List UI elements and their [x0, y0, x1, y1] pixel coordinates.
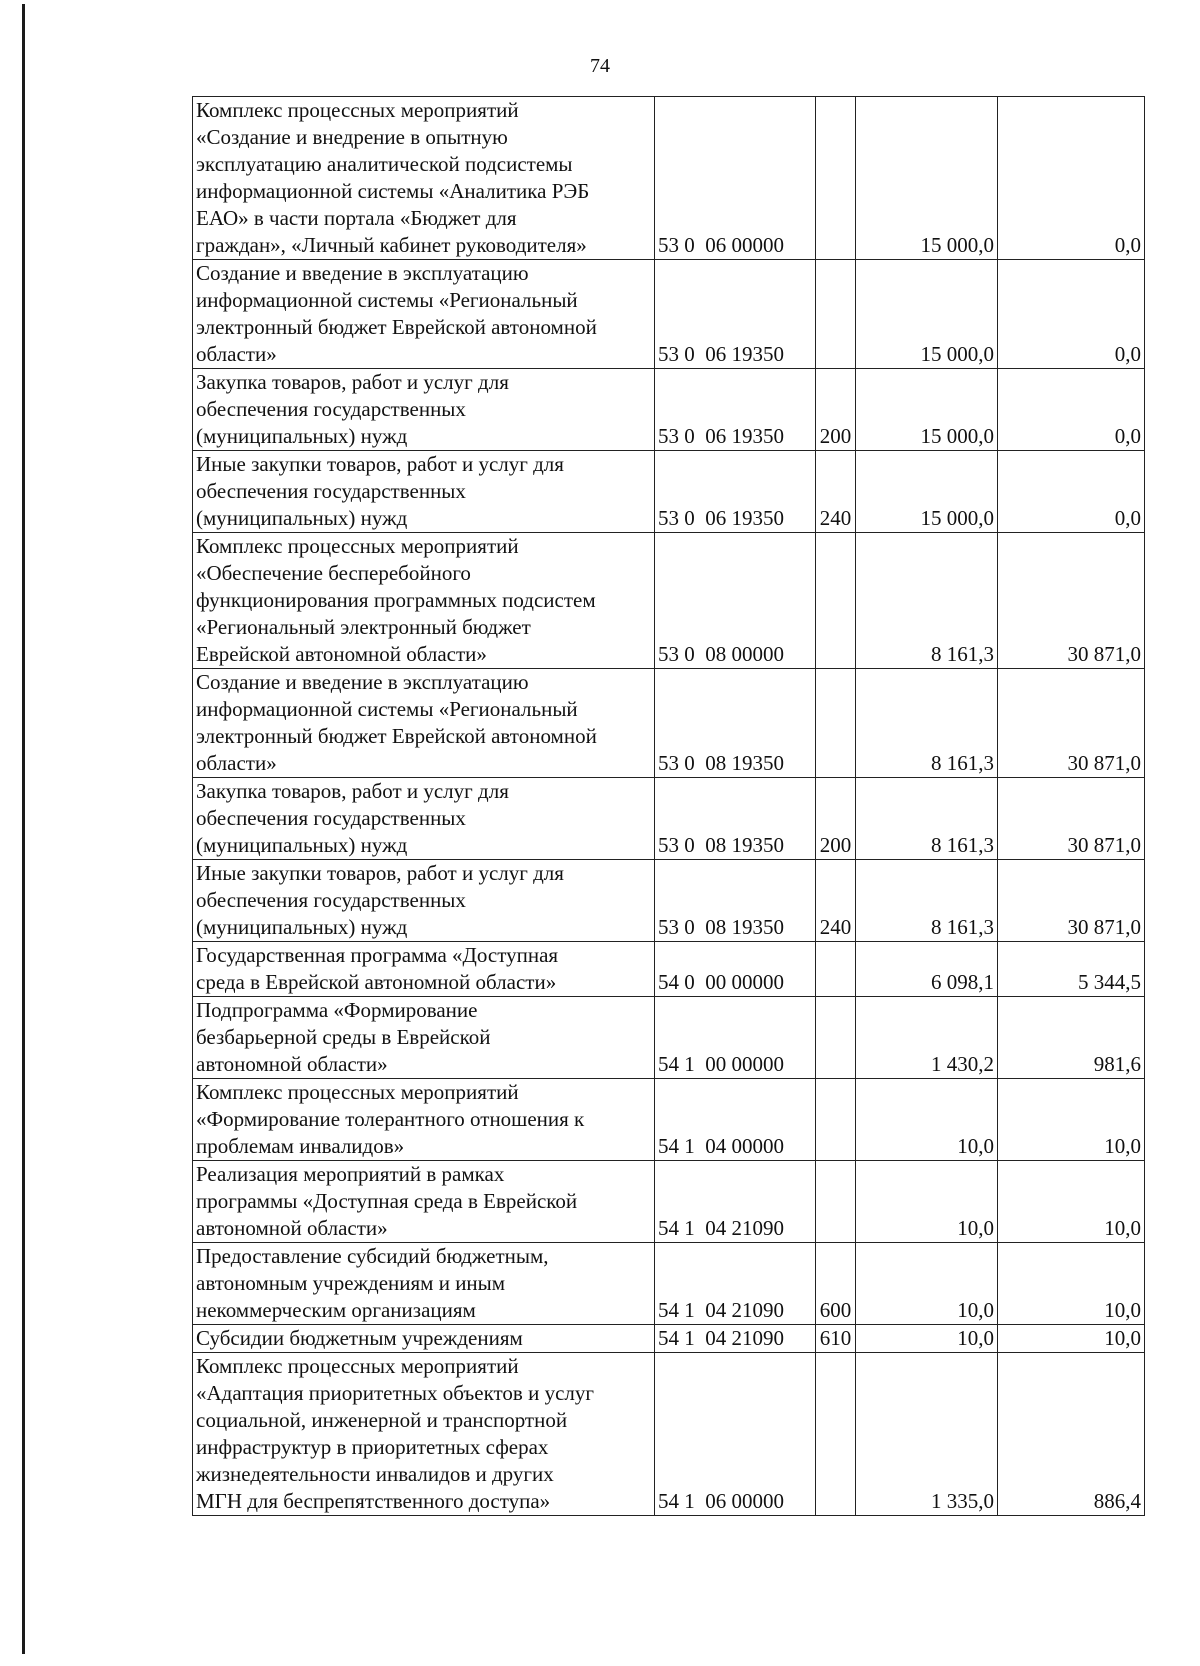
row-name-line: Комплекс процессных мероприятий: [196, 98, 519, 122]
row-expense-type-cell: 200: [816, 369, 856, 451]
table-row: [193, 1353, 1145, 1516]
table-row: [193, 260, 1145, 369]
table-row: [193, 1079, 1145, 1161]
row-code-cell: 53 0 08 00000: [655, 533, 816, 669]
row-expense-type-cell: [816, 97, 856, 260]
row-sum-first-cell: 10,0: [856, 1161, 998, 1243]
row-code-cell: 54 0 00 00000: [655, 942, 816, 997]
row-name-line: Комплекс процессных мероприятий: [196, 1354, 519, 1378]
row-sum-first-cell: 10,0: [856, 1243, 998, 1325]
row-sum-first-cell: 15 000,0: [856, 260, 998, 369]
row-code-cell: 53 0 06 19350: [655, 451, 816, 533]
left-margin-rule: [22, 4, 25, 1654]
row-name-line: (муниципальных) нужд: [196, 833, 408, 857]
row-name-cell: [193, 97, 655, 260]
row-sum-second-cell: 10,0: [998, 1079, 1145, 1161]
row-expense-type-cell: [816, 997, 856, 1079]
row-sum-second-cell: 10,0: [998, 1243, 1145, 1325]
row-sum-first-cell: 15 000,0: [856, 369, 998, 451]
row-code-cell: 53 0 08 19350: [655, 669, 816, 778]
row-name-line: Реализация мероприятий в рамках: [196, 1162, 505, 1186]
row-name-line: функционирования программных подсистем: [196, 588, 596, 612]
row-code-cell: 53 0 06 00000: [655, 97, 816, 260]
budget-table: [192, 96, 1145, 1516]
row-name-line: обеспечения государственных: [196, 888, 466, 912]
row-name-line: Субсидии бюджетным учреждениям: [196, 1326, 523, 1350]
row-expense-type-cell: [816, 669, 856, 778]
row-name-cell: [193, 669, 655, 778]
row-name-line: ЕАО» в части портала «Бюджет для: [196, 206, 517, 230]
row-name-line: граждан», «Личный кабинет руководителя»: [196, 233, 587, 257]
row-name-cell: [193, 1325, 655, 1353]
table-row: [193, 1325, 1145, 1353]
row-name-line: Иные закупки товаров, работ и услуг для: [196, 452, 564, 476]
row-expense-type-cell: 200: [816, 778, 856, 860]
row-name-line: программы «Доступная среда в Еврейской: [196, 1189, 578, 1213]
row-name-cell: [193, 1353, 655, 1516]
row-sum-second-cell: 5 344,5: [998, 942, 1145, 997]
row-name-cell: [193, 260, 655, 369]
row-name-cell: [193, 1079, 655, 1161]
table-row: [193, 451, 1145, 533]
row-sum-second-cell: 30 871,0: [998, 533, 1145, 669]
table-row: [193, 369, 1145, 451]
row-name-line: обеспечения государственных: [196, 397, 466, 421]
row-name-line: автономной области»: [196, 1052, 388, 1076]
row-name-line: области»: [196, 751, 277, 775]
row-name-line: инфраструктур в приоритетных сферах: [196, 1435, 549, 1459]
row-name-line: жизнедеятельности инвалидов и других: [196, 1462, 554, 1486]
row-sum-first-cell: 8 161,3: [856, 778, 998, 860]
row-name-line: социальной, инженерной и транспортной: [196, 1408, 568, 1432]
row-name-line: «Формирование толерантного отношения к: [196, 1107, 585, 1131]
row-name-line: автономным учреждениям и иным: [196, 1271, 506, 1295]
row-name-line: Комплекс процессных мероприятий: [196, 534, 519, 558]
row-expense-type-cell: [816, 533, 856, 669]
row-name-cell: [193, 778, 655, 860]
row-sum-first-cell: 15 000,0: [856, 451, 998, 533]
row-name-line: Создание и введение в эксплуатацию: [196, 261, 529, 285]
row-name-line: Закупка товаров, работ и услуг для: [196, 779, 509, 803]
row-sum-first-cell: 8 161,3: [856, 669, 998, 778]
row-name-line: обеспечения государственных: [196, 479, 466, 503]
row-sum-second-cell: 0,0: [998, 369, 1145, 451]
row-name-line: проблемам инвалидов»: [196, 1134, 405, 1158]
row-sum-first-cell: 1 335,0: [856, 1353, 998, 1516]
row-name-line: «Создание и внедрение в опытную: [196, 125, 508, 149]
row-expense-type-cell: 240: [816, 860, 856, 942]
row-name-line: эксплуатацию аналитической подсистемы: [196, 152, 573, 176]
row-name-line: информационной системы «Региональный: [196, 288, 578, 312]
row-name-cell: [193, 860, 655, 942]
table-row: [193, 997, 1145, 1079]
row-name-line: (муниципальных) нужд: [196, 506, 408, 530]
row-code-cell: 54 1 04 21090: [655, 1161, 816, 1243]
row-sum-second-cell: 981,6: [998, 997, 1145, 1079]
row-sum-first-cell: 1 430,2: [856, 997, 998, 1079]
row-sum-first-cell: 8 161,3: [856, 533, 998, 669]
row-name-line: электронный бюджет Еврейской автономной: [196, 315, 597, 339]
row-name-line: области»: [196, 342, 277, 366]
row-sum-second-cell: 886,4: [998, 1353, 1145, 1516]
row-name-line: информационной системы «Аналитика РЭБ: [196, 179, 590, 203]
row-name-cell: [193, 533, 655, 669]
row-name-line: автономной области»: [196, 1216, 388, 1240]
row-sum-first-cell: 10,0: [856, 1325, 998, 1353]
row-name-cell: [193, 1161, 655, 1243]
row-sum-second-cell: 0,0: [998, 97, 1145, 260]
row-sum-first-cell: 15 000,0: [856, 97, 998, 260]
table-row: [193, 97, 1145, 260]
row-sum-second-cell: 0,0: [998, 260, 1145, 369]
row-expense-type-cell: [816, 942, 856, 997]
row-name-cell: [193, 942, 655, 997]
row-name-line: Комплекс процессных мероприятий: [196, 1080, 519, 1104]
row-name-line: среда в Еврейской автономной области»: [196, 970, 557, 994]
row-code-cell: 54 1 04 00000: [655, 1079, 816, 1161]
table-row: [193, 778, 1145, 860]
row-name-line: Создание и введение в эксплуатацию: [196, 670, 529, 694]
row-name-line: безбарьерной среды в Еврейской: [196, 1025, 491, 1049]
page-number: 74: [590, 55, 610, 77]
row-code-cell: 53 0 06 19350: [655, 369, 816, 451]
row-sum-first-cell: 6 098,1: [856, 942, 998, 997]
table-row: [193, 669, 1145, 778]
row-sum-first-cell: 8 161,3: [856, 860, 998, 942]
row-name-line: Закупка товаров, работ и услуг для: [196, 370, 509, 394]
row-sum-first-cell: 10,0: [856, 1079, 998, 1161]
row-name-line: Государственная программа «Доступная: [196, 943, 559, 967]
row-code-cell: 54 1 00 00000: [655, 997, 816, 1079]
row-name-cell: [193, 1243, 655, 1325]
row-name-cell: [193, 451, 655, 533]
row-expense-type-cell: 240: [816, 451, 856, 533]
row-code-cell: 54 1 04 21090: [655, 1243, 816, 1325]
row-name-line: «Региональный электронный бюджет: [196, 615, 531, 639]
row-name-line: электронный бюджет Еврейской автономной: [196, 724, 597, 748]
row-name-line: Подпрограмма «Формирование: [196, 998, 478, 1022]
row-code-cell: 53 0 06 19350: [655, 260, 816, 369]
row-sum-second-cell: 30 871,0: [998, 669, 1145, 778]
row-name-line: МГН для беспрепятственного доступа»: [196, 1489, 551, 1513]
row-sum-second-cell: 10,0: [998, 1161, 1145, 1243]
row-expense-type-cell: [816, 1079, 856, 1161]
row-code-cell: 53 0 08 19350: [655, 860, 816, 942]
row-name-line: «Обеспечение бесперебойного: [196, 561, 471, 585]
row-name-line: «Адаптация приоритетных объектов и услуг: [196, 1381, 594, 1405]
row-expense-type-cell: 610: [816, 1325, 856, 1353]
row-expense-type-cell: 600: [816, 1243, 856, 1325]
table-row: [193, 942, 1145, 997]
row-name-line: (муниципальных) нужд: [196, 424, 408, 448]
row-code-cell: 54 1 04 21090: [655, 1325, 816, 1353]
row-sum-second-cell: 10,0: [998, 1325, 1145, 1353]
row-code-cell: 54 1 06 00000: [655, 1353, 816, 1516]
row-expense-type-cell: [816, 1161, 856, 1243]
table-row: [193, 1161, 1145, 1243]
row-name-line: Предоставление субсидий бюджетным,: [196, 1244, 549, 1268]
row-name-line: Еврейской автономной области»: [196, 642, 487, 666]
row-name-cell: [193, 369, 655, 451]
row-name-cell: [193, 997, 655, 1079]
row-name-line: (муниципальных) нужд: [196, 915, 408, 939]
row-name-line: некоммерческим организациям: [196, 1298, 476, 1322]
row-expense-type-cell: [816, 1353, 856, 1516]
row-expense-type-cell: [816, 260, 856, 369]
row-sum-second-cell: 0,0: [998, 451, 1145, 533]
row-name-line: Иные закупки товаров, работ и услуг для: [196, 861, 564, 885]
table-row: [193, 1243, 1145, 1325]
row-sum-second-cell: 30 871,0: [998, 778, 1145, 860]
budget-table-body: [193, 97, 1145, 1516]
table-row: [193, 860, 1145, 942]
table-row: [193, 533, 1145, 669]
row-name-line: информационной системы «Региональный: [196, 697, 578, 721]
row-name-line: обеспечения государственных: [196, 806, 466, 830]
row-sum-second-cell: 30 871,0: [998, 860, 1145, 942]
row-code-cell: 53 0 08 19350: [655, 778, 816, 860]
